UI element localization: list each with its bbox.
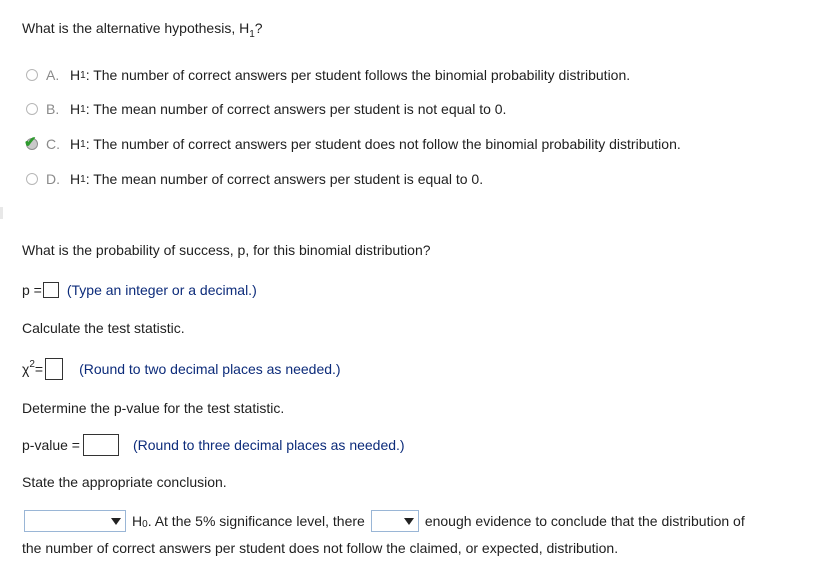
- conclusion-line-2: the number of correct answers per student does not follow the claimed, or expected, distribution.: [22, 540, 619, 556]
- decision-dropdown[interactable]: [24, 510, 126, 532]
- chi-row: χ $^2$ = (Round to two decimal places as needed.): [22, 358, 341, 380]
- chi-square-input[interactable]: [45, 358, 63, 380]
- test-statistic-prompt: Calculate the test statistic.: [22, 320, 185, 336]
- section-divider: [0, 207, 3, 219]
- option-d[interactable]: D. H 1 : The mean number of correct answers per student is equal to 0.: [22, 168, 483, 190]
- test-section: [0, 220, 813, 569]
- hypothesis-question: [0, 0, 813, 203]
- p-value-prompt: Determine the p-value for the test statistic.: [22, 400, 285, 416]
- conclusion-row: H $_0$ . At the 5% significance level, there enough evidence to conclude that the distribution of: [22, 510, 745, 532]
- option-c[interactable]: ✔ C. H 1 : The number of correct answers per student does not follow the binomial probability distribution.: [24, 134, 681, 152]
- probability-question: What is the probability of success, p, for this binomial distribution?: [22, 242, 431, 258]
- p-value-input[interactable]: [83, 434, 119, 456]
- evidence-dropdown[interactable]: [371, 510, 419, 532]
- p-row: p = (Type an integer or a decimal.): [22, 282, 257, 298]
- option-a[interactable]: A. H 1 : The number of correct answers per student follows the binomial probability distribution.: [22, 64, 630, 86]
- radio-c-selected[interactable]: [24, 134, 38, 151]
- hypothesis-question-title: What is the alternative hypothesis, $H_1$?: [22, 20, 263, 40]
- p-input[interactable]: [43, 282, 59, 298]
- radio-b[interactable]: [26, 103, 38, 115]
- option-b[interactable]: B. H 1 : The mean number of correct answers per student is not equal to 0.: [22, 98, 506, 120]
- radio-a[interactable]: [26, 69, 38, 81]
- check-icon: ✔: [24, 134, 37, 151]
- radio-d[interactable]: [26, 173, 38, 185]
- p-value-row: p-value = (Round to three decimal places as needed.): [22, 434, 405, 456]
- conclusion-prompt: State the appropriate conclusion.: [22, 474, 227, 490]
- dropdown-arrow-icon: [404, 518, 414, 525]
- dropdown-arrow-icon: [111, 518, 121, 525]
